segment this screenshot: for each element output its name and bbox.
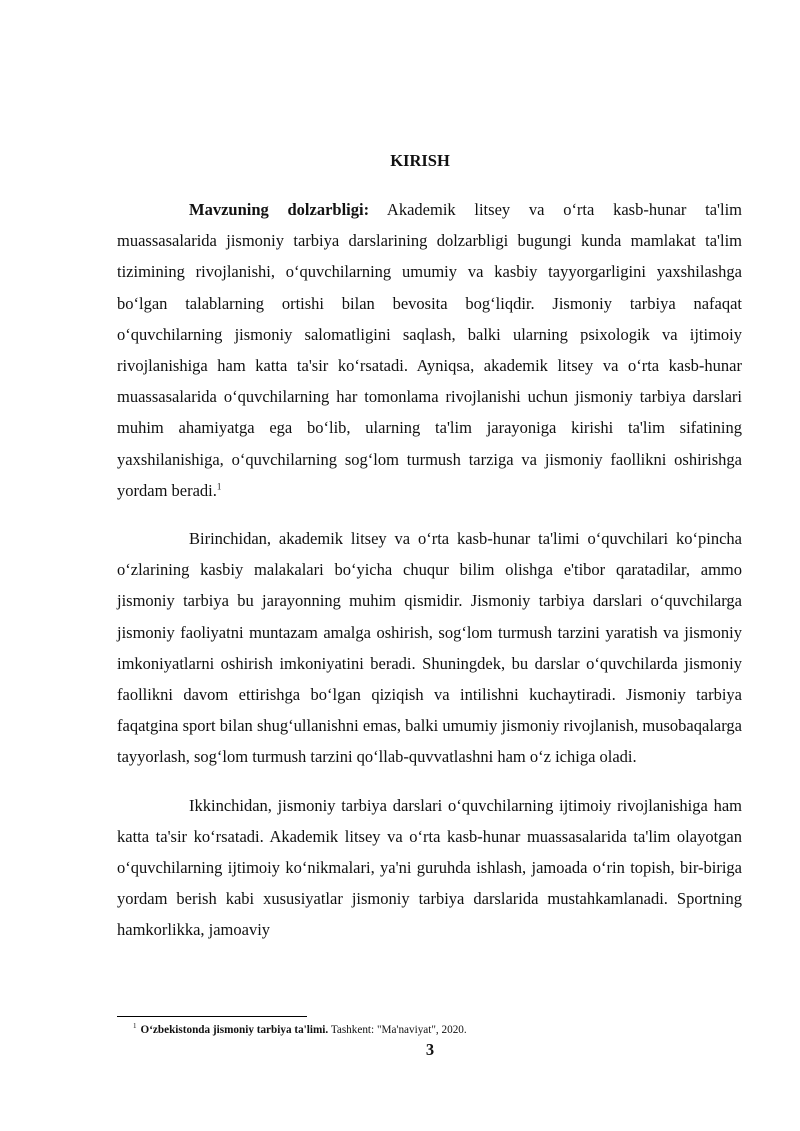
paragraph-text: Birinchidan, akademik litsey va o‘rta kasb-hunar ta'limi o‘quvchilari ko‘pincha o‘zlarining kasbiy malakalari bo‘yicha chuqur bilim olishga e'tibor qaratadilar, ammo jismoniy tarbiya bu jarayonning muhim qismidir. Jismoniy tarbiya darslari o‘quvchilarga jismoniy faoliyatni muntazam amalga oshirish, sog‘lom turmush tarzini yaratish va jismoniy imkoniyatlarni oshirish imkoniyatini beradi. Shuningdek, bu darslar o‘quvchilarda jismoniy faollikni davom ettirishga bo‘lgan qiziqish va intilishni kuchaytiradi. Jismoniy tarbiya faqatgina sport bilan shug‘ullanishni emas, balki umumiy jismoniy rivojlanish, musobaqalarga tayyorlash, sog‘lom turmush tarzini qo‘llab-quvvatlashni ham o‘z ichiga oladi. xyxy=(117,529,742,767)
footnote-number: 1 xyxy=(133,1022,137,1031)
body-text xyxy=(117,194,742,963)
footnote-source: Tashkent: "Ma'naviyat", 2020. xyxy=(328,1024,467,1036)
paragraph-lead: Mavzuning dolzarbligi: xyxy=(189,200,370,219)
footnote xyxy=(133,1024,467,1036)
paragraph-text: Ikkinchidan, jismoniy tarbiya darslari o‘quvchilarning ijtimoiy rivojlanishiga ham katta ta'sir ko‘rsatadi. Akademik litsey va o‘rta kasb-hunar muassasalarida ta'lim olayotgan o‘quvchilarning ijtimoiy ko‘nikmalari, ya'ni guruhda ishlash, jamoada o‘rin topish, bir-biriga yordam berish kabi xususiyatlar jismoniy tarbiya darslarida mustahkamlanadi. Sportning hamkorlikka, jamoaviy xyxy=(117,795,742,940)
page-number: 3 xyxy=(425,1040,435,1059)
paragraph-second xyxy=(117,790,742,946)
footnote-reference[interactable]: 1 xyxy=(216,481,222,492)
footnote-title: O‘zbekistonda jismoniy tarbiya ta'limi. xyxy=(140,1024,329,1036)
paragraph-first xyxy=(117,523,742,773)
paragraph-text: Akademik litsey va o‘rta kasb-hunar ta'lim muassasalarida jismoniy tarbiya darslarining dolzarbligi bugungi kunda mamlakat ta'lim tizimining rivojlanishi, o‘quvchilarning umumiy va kasbiy tayyorgarligini yaxshilashga bo‘lgan talablarning ortishi bilan bevosita bog‘liqdir. Jismoniy tarbiya nafaqat o‘quvchilarning jismoniy salomatligini saqlash, balki ularning psixologik va ijtimoiy rivojlanishiga ham katta ta'sir ko‘rsatadi. Ayniqsa, akademik litsey va o‘rta kasb-hunar muassasalarida o‘quvchilarning har tomonlama rivojlanishi uchun jismoniy tarbiya darslari muhim ahamiyatga ega bo‘lib, ularning ta'lim jarayoniga kirishi ta'lim sifatining yaxshilanishiga, o‘quvchilarning sog‘lom turmush tarziga va jismoniy faollikni oshirishga yordam beradi. xyxy=(117,200,743,500)
paragraph-relevance xyxy=(117,194,742,506)
section-heading: KIRISH xyxy=(390,151,450,170)
footnote-separator xyxy=(117,1016,307,1017)
